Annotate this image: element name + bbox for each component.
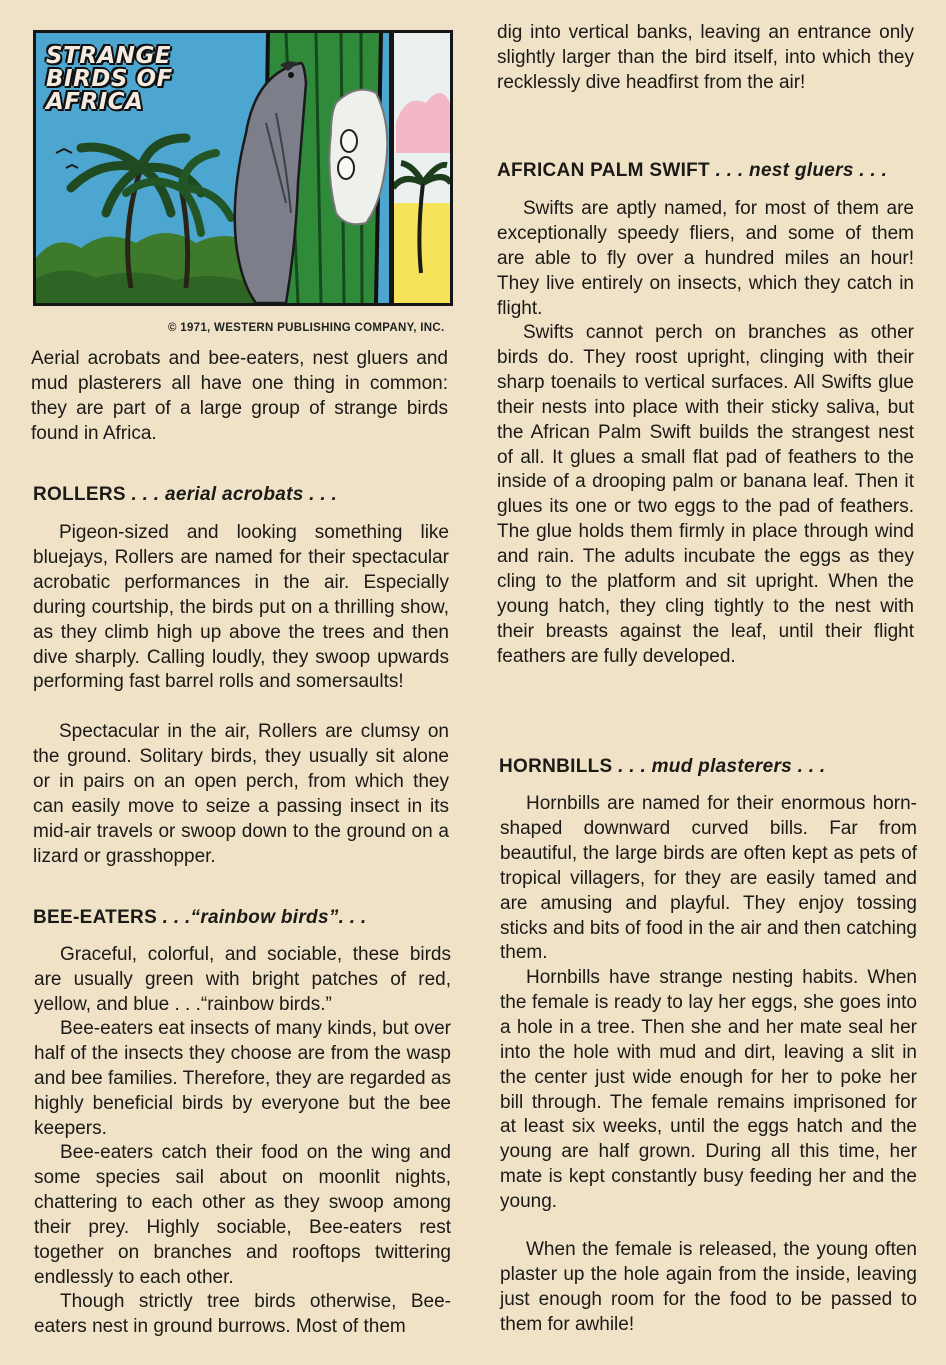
paragraph: Swifts cannot perch on branches as other birds do. They roost upright, clinging with their sharp toenails to vertical surfaces. All Swifts glue their nests into place with their sticky saliva, but the African Palm Swift builds the strangest nest of all. It glues a small flat pad of feathers to the inside of a drooping palm or banana leaf. Then it glues its one or two eggs to the pad of feathers. The glue holds them firmly in place through wind and rain. The adults incubate the eggs as they cling to the platform and sit upright. When the young hatch, they cling tightly to the nest with their breasts against the leaf, until their flight feathers are fully developed.: [497, 322, 914, 667]
heading-subtitle: . . . nest gluers . . .: [715, 160, 888, 181]
heading-name: BEE-EATERS: [33, 907, 158, 928]
heading-name: ROLLERS: [33, 484, 126, 505]
heading-subtitle: . . . aerial acrobats . . .: [131, 484, 338, 505]
paragraph: Bee-eaters eat insects of many kinds, but over half of the insects they choose are from the wasp and bee families. Therefore, they are regarded as highly beneficial birds by everyone but the bee keepers.: [34, 1018, 451, 1139]
paragraph-continued: dig into vertical banks, leaving an entrance only slightly larger than the bird itself, into which they recklessly dive headfirst from the air!: [497, 22, 914, 93]
heading-subtitle: . . . mud plasterers . . .: [618, 756, 826, 777]
paragraph: Spectacular in the air, Rollers are clumsy on the ground. Solitary birds, they usually sit alone or in pairs on an open perch, from which they can easily move to seize a passing insect in its mid-air travels or swoop down to the ground on a lizard or grasshopper.: [33, 721, 449, 867]
section-heading-palm-swift: [497, 159, 887, 183]
panel-title-line: STRANGE: [46, 43, 172, 69]
paragraph: When the female is released, the young often plaster up the hole again from the inside, leaving just enough room for the food to be passed to them for awhile!: [500, 1239, 917, 1335]
section-heading-bee-eaters: [33, 906, 367, 930]
copyright-notice: © 1971, WESTERN PUBLISHING COMPANY, INC.: [168, 322, 445, 334]
paragraph: Hornbills have strange nesting habits. When the female is ready to lay her eggs, she goes into a hole in a tree. Then she and her mate seal her into the hole with mud and dirt, leaving a slit in the center just wide enough for her to poke her bill through. The female remains imprisoned for at least six weeks, until the eggs hatch and the young are half grown. During all this time, her mate is kept constantly busy feeding her and the young.: [500, 967, 917, 1213]
heading-name: HORNBILLS: [499, 756, 613, 777]
illustration-panel: [33, 30, 453, 306]
paragraph: Graceful, colorful, and sociable, these birds are usually green with bright patches of red, yellow, and blue . . .“rainbow birds.”: [34, 944, 451, 1015]
intro-paragraph: Aerial acrobats and bee-eaters, nest gluers and mud plasterers all have one thing in common: they are part of a large group of strange birds found in Africa.: [31, 348, 448, 444]
panel-title-line: BIRDS OF: [46, 66, 173, 92]
heading-name: AFRICAN PALM SWIFT: [497, 160, 710, 181]
section-heading-rollers: [33, 483, 337, 507]
section-heading-hornbills: [499, 755, 826, 779]
heading-subtitle: . . .“rainbow birds”. . .: [162, 907, 367, 928]
panel-title: [46, 45, 236, 114]
paragraph: Though strictly tree birds otherwise, Bee-eaters nest in ground burrows. Most of them: [34, 1291, 451, 1337]
paragraph: Swifts are aptly named, for most of them are exceptionally speedy fliers, and some of them are able to fly over a hundred miles an hour! They live entirely on insects, which they catch in flight.: [497, 198, 914, 319]
paragraph: Pigeon-sized and looking something like bluejays, Rollers are named for their spectacular acrobatic performances in the air. Especially during courtship, the birds put on a thrilling show, as they climb high up above the trees and then dive sharply. Calling loudly, they swoop upwards performing fast barrel rolls and somersaults!: [33, 522, 449, 693]
paragraph: Bee-eaters catch their food on the wing and some species sail about on moonlit nights, chattering to each other as they swoop among their prey. Highly sociable, Bee-eaters rest together on branches and rooftops twittering endlessly to each other.: [34, 1142, 451, 1288]
panel-title-line: AFRICA: [46, 89, 144, 115]
paragraph: Hornbills are named for their enormous horn-shaped downward curved bills. Far from beautiful, the large birds are often kept as pets of tropical villagers, for they are easily tamed and are amusing and playful. They enjoy tossing sticks and bits of food in the air and then catching them.: [500, 793, 917, 964]
